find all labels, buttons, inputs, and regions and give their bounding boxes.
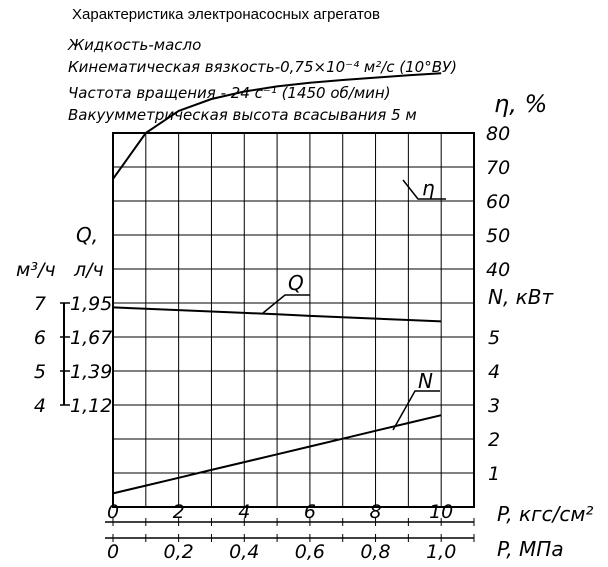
q-tick-label-ls: 1,95 bbox=[70, 293, 113, 315]
n-tick-label: 4 bbox=[488, 361, 501, 383]
rotation-note: Частота вращения - 24 с⁻¹ (1450 об/мин) bbox=[68, 84, 391, 102]
x-tick-label-mpa: 0,8 bbox=[360, 541, 391, 563]
curve-label: η bbox=[422, 176, 435, 200]
curve-label: Q bbox=[288, 271, 304, 295]
eta-tick-label: 60 bbox=[486, 191, 511, 213]
q-unit-m3: м³/ч bbox=[16, 259, 56, 281]
curves bbox=[113, 73, 446, 493]
x-tick-label-kgs: 4 bbox=[238, 501, 251, 523]
x-tick-label-mpa: 0,4 bbox=[229, 541, 260, 563]
x-tick-label-kgs: 6 bbox=[303, 501, 316, 523]
eta-tick-label: 70 bbox=[486, 157, 511, 179]
q-tick-label-ls: 1,12 bbox=[70, 395, 113, 417]
labels bbox=[16, 90, 593, 563]
x-tick-label-kgs: 10 bbox=[429, 501, 454, 523]
q-unit-ls: л/ч bbox=[74, 259, 104, 281]
curve-leader bbox=[263, 295, 310, 313]
liquid-note: Жидкость-масло bbox=[68, 36, 202, 54]
x-tick-label-kgs: 2 bbox=[172, 501, 185, 523]
x-tick-label-kgs: 0 bbox=[106, 501, 120, 523]
q-tick-label-m3: 6 bbox=[33, 327, 46, 349]
q-tick-label-ls: 1,67 bbox=[70, 327, 113, 349]
x-axis-label-kgs: P, кгс/см² bbox=[497, 502, 594, 526]
eta-tick-label: 50 bbox=[486, 225, 511, 247]
n-axis-label: N, кВт bbox=[488, 285, 554, 309]
q-tick-label-m3: 5 bbox=[33, 361, 46, 383]
x-tick-label-mpa: 0,2 bbox=[163, 541, 194, 563]
curve-label: N bbox=[418, 369, 433, 393]
x-tick-label-kgs: 8 bbox=[369, 501, 382, 523]
eta-tick-label: 80 bbox=[486, 123, 511, 145]
q-axis-label: Q, bbox=[76, 223, 99, 247]
chart-title: Характеристика электронасосных агрегатов bbox=[72, 6, 380, 23]
x-axis-label-mpa: P, МПа bbox=[497, 537, 564, 561]
x-tick-label-mpa: 0 bbox=[106, 541, 120, 563]
eta-axis-label: η, % bbox=[494, 90, 548, 118]
n-tick-label: 5 bbox=[488, 327, 501, 349]
x-tick-label-mpa: 0,6 bbox=[294, 541, 326, 563]
eta-tick-label: 40 bbox=[486, 259, 511, 281]
q-tick-label-ls: 1,39 bbox=[70, 361, 113, 383]
suction-note: Вакуумметрическая высота всасывания 5 м bbox=[68, 106, 417, 124]
q-tick-label-m3: 4 bbox=[33, 395, 46, 417]
n-tick-label: 1 bbox=[488, 463, 501, 485]
viscosity-note: Кинематическая вязкость-0,75×10⁻⁴ м²/с (10°ВУ) bbox=[68, 58, 457, 76]
n-tick-label: 3 bbox=[488, 395, 501, 417]
x-tick-label-mpa: 1,0 bbox=[426, 541, 457, 563]
n-tick-label: 2 bbox=[488, 429, 501, 451]
q-tick-label-m3: 7 bbox=[33, 293, 46, 315]
